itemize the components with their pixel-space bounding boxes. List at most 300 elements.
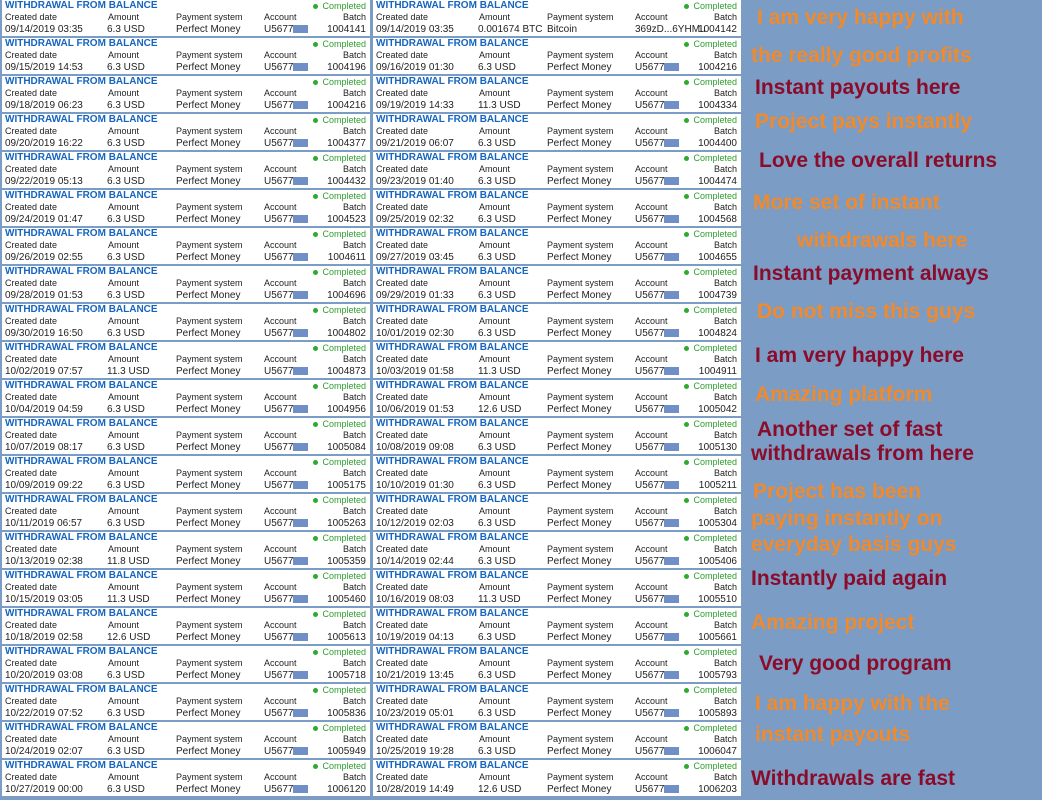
account-number: U5677: [264, 632, 294, 643]
withdrawal-card: [2, 760, 370, 796]
created-date-value: 09/20/2019 16:22: [5, 138, 83, 149]
withdrawal-title: WITHDRAWAL FROM BALANCE: [5, 342, 158, 353]
created-date-value: 09/14/2019 03:35: [5, 24, 83, 35]
payment-system-value: Perfect Money: [547, 746, 612, 757]
header-amount: Amount: [108, 88, 140, 98]
created-date-value: 09/28/2019 01:53: [5, 290, 83, 301]
withdrawal-card: [373, 608, 741, 644]
created-date-value: 10/07/2019 08:17: [5, 442, 83, 453]
amount-value: 6.3 USD: [478, 632, 516, 643]
header-created-date: Created date: [376, 506, 429, 516]
batch-value: 1004377: [327, 138, 366, 149]
header-batch: Batch: [342, 12, 366, 22]
amount-value: 12.6 USD: [478, 404, 522, 415]
header-batch: Batch: [713, 164, 737, 174]
header-batch: Batch: [713, 544, 737, 554]
amount-value: 11.3 USD: [478, 100, 521, 111]
created-date-value: 10/03/2019 01:58: [376, 366, 454, 377]
payment-system-value: Perfect Money: [176, 138, 241, 149]
created-date-value: 10/08/2019 09:08: [376, 442, 454, 453]
batch-value: 1004334: [698, 100, 737, 111]
batch-value: 1004523: [327, 214, 366, 225]
status-text: Completed: [322, 77, 366, 87]
amount-value: 6.3 USD: [478, 746, 516, 757]
header-created-date: Created date: [376, 696, 429, 706]
status-text: Completed: [693, 685, 737, 695]
status-dot-icon: [684, 346, 689, 351]
header-created-date: Created date: [5, 506, 58, 516]
header-account: Account: [264, 696, 297, 706]
status-text: Completed: [322, 571, 366, 581]
header-created-date: Created date: [376, 430, 429, 440]
comment-line: everyday basis guys: [751, 533, 957, 556]
status-text: Completed: [693, 77, 737, 87]
withdrawal-title: WITHDRAWAL FROM BALANCE: [376, 304, 529, 315]
status-dot-icon: [684, 232, 689, 237]
account-value: [264, 24, 308, 35]
header-batch: Batch: [342, 392, 366, 402]
withdrawal-title: WITHDRAWAL FROM BALANCE: [5, 456, 158, 467]
batch-value: 1005836: [327, 708, 366, 719]
account-value: [635, 480, 679, 491]
account-number: U5677: [264, 404, 294, 415]
header-payment-system: Payment system: [547, 202, 614, 212]
comment-line: I am happy with the: [755, 692, 950, 715]
header-amount: Amount: [479, 278, 511, 288]
amount-value: 0.001674 BTC: [478, 24, 543, 35]
header-batch: Batch: [342, 50, 366, 60]
account-redaction-mask: [293, 253, 308, 261]
header-payment-system: Payment system: [176, 506, 243, 516]
header-created-date: Created date: [5, 354, 58, 364]
status-dot-icon: [684, 194, 689, 199]
payment-system-value: Perfect Money: [547, 480, 612, 491]
header-payment-system: Payment system: [547, 772, 614, 782]
created-date-value: 10/23/2019 05:01: [376, 708, 454, 719]
header-amount: Amount: [108, 772, 140, 782]
account-value: [635, 366, 679, 377]
header-created-date: Created date: [376, 278, 429, 288]
account-number: U5677: [635, 670, 665, 681]
comment-line: Project pays instantly: [755, 110, 973, 133]
account-number: U5677: [264, 480, 294, 491]
amount-value: 6.3 USD: [478, 328, 516, 339]
header-account: Account: [264, 12, 297, 22]
status-dot-icon: [684, 536, 689, 541]
status-text: Completed: [693, 381, 737, 391]
withdrawal-card: [2, 570, 370, 606]
created-date-value: 09/15/2019 14:53: [5, 62, 83, 73]
header-account: Account: [635, 12, 668, 22]
status-completed: [684, 1, 737, 12]
amount-value: 6.3 USD: [107, 62, 145, 73]
withdrawal-title: WITHDRAWAL FROM BALANCE: [5, 494, 158, 505]
comment-line: Instantly paid again: [751, 567, 948, 590]
amount-value: 6.3 USD: [107, 100, 145, 111]
payment-system-value: Bitcoin: [547, 24, 578, 35]
header-account: Account: [264, 430, 297, 440]
account-value: [264, 670, 308, 681]
header-created-date: Created date: [376, 316, 429, 326]
account-value: [635, 442, 679, 453]
status-text: Completed: [693, 191, 737, 201]
header-account: Account: [635, 430, 668, 440]
withdrawal-card: [373, 190, 741, 226]
account-value: [635, 708, 679, 719]
header-created-date: Created date: [376, 544, 429, 554]
withdrawal-title: WITHDRAWAL FROM BALANCE: [376, 266, 529, 277]
batch-value: 1005613: [327, 632, 366, 643]
header-payment-system: Payment system: [176, 658, 243, 668]
status-dot-icon: [684, 688, 689, 693]
account-number: U5677: [635, 214, 665, 225]
header-amount: Amount: [108, 164, 140, 174]
status-completed: [313, 419, 366, 430]
withdrawal-title: WITHDRAWAL FROM BALANCE: [5, 266, 158, 277]
header-account: Account: [635, 126, 668, 136]
batch-value: 1005130: [698, 442, 737, 453]
header-account: Account: [635, 658, 668, 668]
account-number: U5677: [264, 746, 294, 757]
created-date-value: 09/22/2019 05:13: [5, 176, 83, 187]
batch-value: 1005793: [698, 670, 737, 681]
status-dot-icon: [313, 384, 318, 389]
header-amount: Amount: [479, 468, 511, 478]
withdrawal-title: WITHDRAWAL FROM BALANCE: [376, 722, 529, 733]
status-completed: [313, 305, 366, 316]
created-date-value: 09/24/2019 01:47: [5, 214, 83, 225]
account-redaction-mask: [664, 709, 679, 717]
status-text: Completed: [693, 457, 737, 467]
account-redaction-mask: [664, 329, 679, 337]
header-created-date: Created date: [5, 202, 58, 212]
account-value: [635, 138, 679, 149]
payment-system-value: Perfect Money: [547, 290, 612, 301]
account-value: [264, 746, 308, 757]
header-amount: Amount: [479, 12, 511, 22]
header-payment-system: Payment system: [176, 696, 243, 706]
withdrawal-card: [373, 418, 741, 454]
status-completed: [313, 685, 366, 696]
status-text: Completed: [322, 39, 366, 49]
status-text: Completed: [322, 609, 366, 619]
comment-line: Instant payment always: [753, 262, 989, 285]
account-number: U5677: [635, 290, 665, 301]
header-amount: Amount: [479, 582, 511, 592]
payment-system-value: Perfect Money: [176, 518, 241, 529]
account-number: U5677: [264, 594, 294, 605]
amount-value: 6.3 USD: [107, 138, 145, 149]
batch-value: 1006120: [327, 784, 366, 795]
header-payment-system: Payment system: [547, 582, 614, 592]
withdrawal-title: WITHDRAWAL FROM BALANCE: [5, 228, 158, 239]
header-created-date: Created date: [5, 734, 58, 744]
status-completed: [684, 609, 737, 620]
created-date-value: 10/28/2019 14:49: [376, 784, 454, 795]
withdrawal-title: WITHDRAWAL FROM BALANCE: [5, 190, 158, 201]
header-amount: Amount: [108, 354, 140, 364]
header-batch: Batch: [342, 202, 366, 212]
payment-system-value: Perfect Money: [547, 404, 612, 415]
header-account: Account: [264, 772, 297, 782]
payment-system-value: Perfect Money: [176, 176, 241, 187]
header-batch: Batch: [713, 582, 737, 592]
batch-value: 1005460: [327, 594, 366, 605]
withdrawal-title: WITHDRAWAL FROM BALANCE: [5, 608, 158, 619]
header-batch: Batch: [713, 772, 737, 782]
header-amount: Amount: [479, 88, 511, 98]
batch-value: 1005211: [698, 480, 737, 491]
header-created-date: Created date: [376, 202, 429, 212]
created-date-value: 10/04/2019 04:59: [5, 404, 83, 415]
withdrawal-title: WITHDRAWAL FROM BALANCE: [5, 0, 158, 11]
account-number: U5677: [264, 442, 294, 453]
withdrawal-card: [373, 0, 741, 36]
amount-value: 11.3 USD: [478, 366, 521, 377]
account-number: U5677: [635, 632, 665, 643]
created-date-value: 10/18/2019 02:58: [5, 632, 83, 643]
status-completed: [313, 153, 366, 164]
withdrawal-title: WITHDRAWAL FROM BALANCE: [376, 38, 529, 49]
status-completed: [313, 571, 366, 582]
header-created-date: Created date: [376, 88, 429, 98]
status-text: Completed: [322, 229, 366, 239]
amount-value: 11.8 USD: [107, 556, 150, 567]
account-value: [635, 632, 679, 643]
status-dot-icon: [684, 42, 689, 47]
amount-value: 6.3 USD: [107, 480, 145, 491]
created-date-value: 10/21/2019 13:45: [376, 670, 454, 681]
status-completed: [313, 647, 366, 658]
header-account: Account: [635, 506, 668, 516]
withdrawal-card: [373, 570, 741, 606]
status-completed: [684, 381, 737, 392]
withdrawal-card: [2, 266, 370, 302]
status-completed: [684, 457, 737, 468]
header-created-date: Created date: [5, 12, 58, 22]
account-redaction-mask: [664, 595, 679, 603]
header-payment-system: Payment system: [176, 12, 243, 22]
account-redaction-mask: [664, 215, 679, 223]
withdrawal-card: [2, 646, 370, 682]
status-completed: [684, 39, 737, 50]
withdrawal-card: [2, 532, 370, 568]
created-date-value: 09/23/2019 01:40: [376, 176, 454, 187]
created-date-value: 10/19/2019 04:13: [376, 632, 454, 643]
account-value: [264, 594, 308, 605]
header-created-date: Created date: [376, 620, 429, 630]
account-number: U5677: [264, 518, 294, 529]
header-created-date: Created date: [376, 468, 429, 478]
status-dot-icon: [684, 118, 689, 123]
header-amount: Amount: [479, 772, 511, 782]
header-amount: Amount: [479, 50, 511, 60]
status-dot-icon: [313, 422, 318, 427]
withdrawal-card: [2, 38, 370, 74]
status-text: Completed: [693, 609, 737, 619]
batch-value: 1005359: [327, 556, 366, 567]
header-payment-system: Payment system: [547, 620, 614, 630]
status-completed: [684, 115, 737, 126]
withdrawal-card: [2, 76, 370, 112]
withdrawal-card: [2, 0, 370, 36]
status-dot-icon: [684, 574, 689, 579]
header-amount: Amount: [479, 240, 511, 250]
header-batch: Batch: [342, 468, 366, 478]
amount-value: 12.6 USD: [107, 632, 151, 643]
account-value: [635, 746, 679, 757]
account-value: [264, 214, 308, 225]
payment-system-value: Perfect Money: [547, 252, 612, 263]
account-number: U5677: [264, 708, 294, 719]
header-created-date: Created date: [376, 772, 429, 782]
created-date-value: 10/06/2019 01:53: [376, 404, 454, 415]
header-created-date: Created date: [376, 658, 429, 668]
header-account: Account: [264, 734, 297, 744]
account-redaction-mask: [293, 215, 308, 223]
batch-value: 1004802: [327, 328, 366, 339]
account-redaction-mask: [293, 481, 308, 489]
amount-value: 6.3 USD: [107, 670, 145, 681]
status-completed: [684, 229, 737, 240]
payment-system-value: Perfect Money: [176, 366, 241, 377]
withdrawal-title: WITHDRAWAL FROM BALANCE: [376, 380, 529, 391]
amount-value: 6.3 USD: [107, 746, 145, 757]
payment-system-value: Perfect Money: [176, 670, 241, 681]
header-batch: Batch: [713, 620, 737, 630]
amount-value: 6.3 USD: [478, 442, 516, 453]
status-text: Completed: [322, 685, 366, 695]
withdrawal-card: [373, 494, 741, 530]
header-account: Account: [264, 50, 297, 60]
withdrawal-card: [373, 342, 741, 378]
amount-value: 12.6 USD: [478, 784, 522, 795]
account-redaction-mask: [293, 557, 308, 565]
comment-line: Withdrawals are fast: [751, 767, 956, 790]
status-dot-icon: [313, 688, 318, 693]
batch-value: 1004474: [698, 176, 737, 187]
header-batch: Batch: [342, 772, 366, 782]
status-dot-icon: [684, 384, 689, 389]
header-amount: Amount: [108, 278, 140, 288]
comment-line: Instant payouts here: [755, 76, 961, 99]
status-completed: [313, 457, 366, 468]
account-value: [264, 366, 308, 377]
header-payment-system: Payment system: [176, 468, 243, 478]
header-account: Account: [264, 544, 297, 554]
header-created-date: Created date: [5, 392, 58, 402]
account-redaction-mask: [293, 63, 308, 71]
header-payment-system: Payment system: [176, 50, 243, 60]
payment-system-value: Perfect Money: [176, 24, 241, 35]
payment-system-value: Perfect Money: [547, 100, 612, 111]
status-text: Completed: [693, 419, 737, 429]
amount-value: 6.3 USD: [107, 290, 145, 301]
status-dot-icon: [684, 422, 689, 427]
payment-system-value: Perfect Money: [176, 632, 241, 643]
status-completed: [313, 343, 366, 354]
account-number: U5677: [264, 556, 294, 567]
header-amount: Amount: [479, 202, 511, 212]
header-payment-system: Payment system: [176, 88, 243, 98]
status-completed: [684, 723, 737, 734]
payment-system-value: Perfect Money: [176, 328, 241, 339]
header-amount: Amount: [479, 354, 511, 364]
amount-value: 6.3 USD: [478, 252, 516, 263]
account-number: U5677: [264, 176, 294, 187]
header-batch: Batch: [713, 468, 737, 478]
account-value: [635, 594, 679, 605]
created-date-value: 10/15/2019 03:05: [5, 594, 83, 605]
created-date-value: 10/22/2019 07:52: [5, 708, 83, 719]
status-dot-icon: [313, 460, 318, 465]
status-text: Completed: [322, 115, 366, 125]
status-dot-icon: [313, 232, 318, 237]
payment-system-value: Perfect Money: [547, 784, 612, 795]
header-batch: Batch: [713, 50, 737, 60]
amount-value: 6.3 USD: [478, 138, 516, 149]
status-dot-icon: [684, 726, 689, 731]
header-payment-system: Payment system: [547, 50, 614, 60]
header-amount: Amount: [479, 696, 511, 706]
status-text: Completed: [322, 533, 366, 543]
status-text: Completed: [322, 419, 366, 429]
payment-system-value: Perfect Money: [547, 594, 612, 605]
withdrawal-card: [373, 532, 741, 568]
withdrawal-title: WITHDRAWAL FROM BALANCE: [5, 418, 158, 429]
account-value: [264, 480, 308, 491]
header-batch: Batch: [713, 734, 737, 744]
created-date-value: 09/21/2019 06:07: [376, 138, 454, 149]
withdrawal-card: [373, 646, 741, 682]
header-payment-system: Payment system: [547, 354, 614, 364]
account-number: U5677: [264, 290, 294, 301]
status-completed: [313, 115, 366, 126]
header-created-date: Created date: [5, 772, 58, 782]
account-value: [635, 518, 679, 529]
status-completed: [313, 381, 366, 392]
created-date-value: 10/14/2019 02:44: [376, 556, 454, 567]
status-text: Completed: [693, 533, 737, 543]
batch-value: 1006203: [698, 784, 737, 795]
header-amount: Amount: [108, 392, 140, 402]
header-created-date: Created date: [5, 278, 58, 288]
account-number: U5677: [635, 746, 665, 757]
account-value: [635, 328, 679, 339]
withdrawal-card: [373, 456, 741, 492]
status-completed: [313, 495, 366, 506]
header-batch: Batch: [713, 202, 737, 212]
status-text: Completed: [322, 495, 366, 505]
payment-system-value: Perfect Money: [547, 366, 612, 377]
account-number: U5677: [635, 252, 665, 263]
account-number: U5677: [635, 518, 665, 529]
account-value: [264, 556, 308, 567]
status-dot-icon: [313, 4, 318, 9]
batch-value: 1004739: [698, 290, 737, 301]
batch-value: 1005042: [698, 404, 737, 415]
header-batch: Batch: [342, 430, 366, 440]
withdrawal-title: WITHDRAWAL FROM BALANCE: [5, 532, 158, 543]
withdrawal-title: WITHDRAWAL FROM BALANCE: [5, 722, 158, 733]
account-number: U5677: [264, 784, 294, 795]
account-value: [264, 138, 308, 149]
account-redaction-mask: [293, 595, 308, 603]
withdrawal-card: [373, 114, 741, 150]
created-date-value: 10/11/2019 06:57: [5, 518, 83, 529]
header-created-date: Created date: [376, 392, 429, 402]
header-payment-system: Payment system: [176, 354, 243, 364]
